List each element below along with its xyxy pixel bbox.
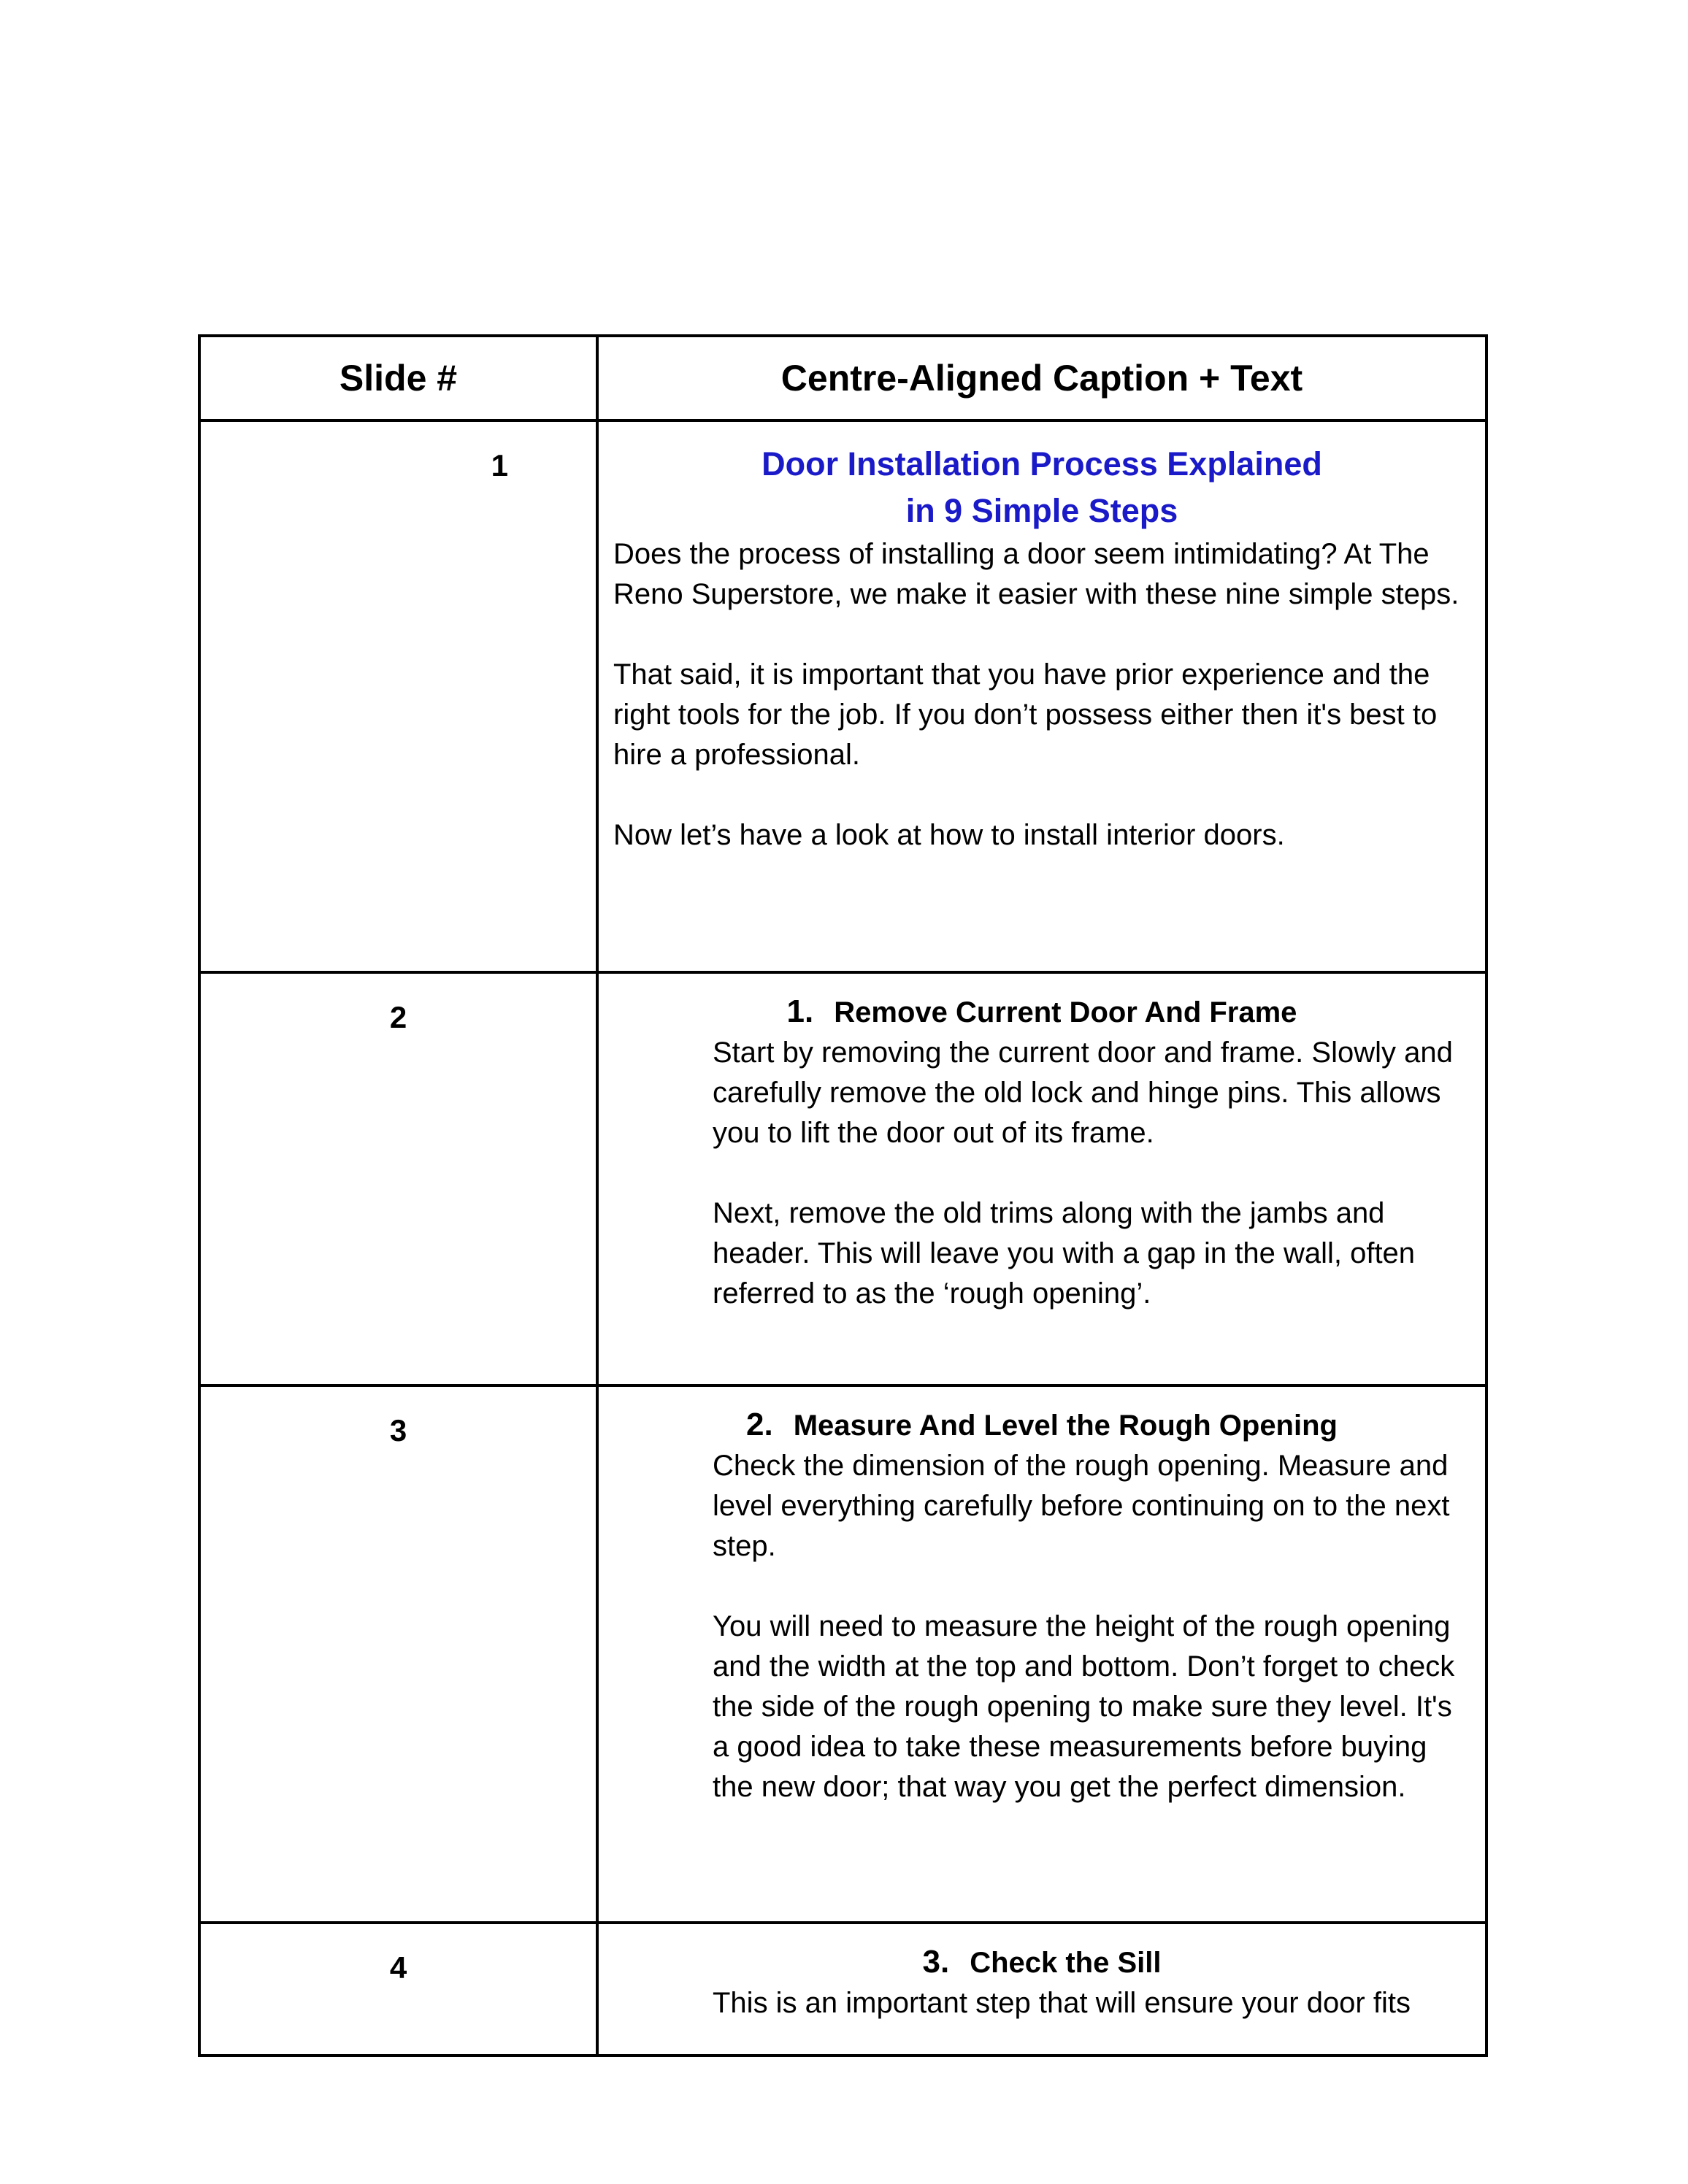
step-body — [599, 1033, 1485, 1314]
slide-number: 1 — [199, 420, 597, 972]
step-title: Check the Sill — [970, 1947, 1162, 1979]
paragraph: Does the process of installing a door seem intimidating? At The Reno Superstore, we make it easier with these nine simple steps. — [613, 538, 1459, 610]
caption-text-header: Centre-Aligned Caption + Text — [597, 336, 1486, 420]
table-header-row — [199, 336, 1486, 420]
table-row — [199, 972, 1486, 1385]
paragraph: This is an important step that will ensure your door fits — [713, 1987, 1411, 2019]
slide-content — [597, 1923, 1486, 2056]
slide-number: 2 — [199, 972, 597, 1385]
paragraph: Check the dimension of the rough opening. Measure and level everything carefully before continuing on to the next step. — [713, 1450, 1450, 1562]
step-number: 2. — [746, 1407, 773, 1442]
table-row — [199, 1923, 1486, 2056]
slides-table — [198, 334, 1488, 2057]
slide-content — [597, 420, 1486, 972]
step-title: Measure And Level the Rough Opening — [793, 1410, 1338, 1442]
step-heading — [599, 991, 1485, 1033]
step-number: 3. — [922, 1944, 950, 1980]
slide-content — [597, 972, 1486, 1385]
step-title: Remove Current Door And Frame — [834, 996, 1297, 1028]
slide-number: 3 — [199, 1385, 597, 1923]
slide-title — [599, 441, 1485, 534]
table-row — [199, 1385, 1486, 1923]
slide-title-line1: Door Installation Process Explained — [761, 445, 1322, 482]
slide-content — [597, 1385, 1486, 1923]
paragraph: Next, remove the old trims along with the jambs and header. This will leave you with a gap in the wall, often referred to as the ‘rough opening’. — [713, 1197, 1416, 1310]
step-body — [599, 1446, 1485, 1807]
table-row — [199, 420, 1486, 972]
step-heading — [599, 1404, 1485, 1446]
step-body — [599, 1983, 1485, 2023]
paragraph: Start by removing the current door and frame. Slowly and carefully remove the old lock and hinge pins. This allows you to lift the door out of its frame. — [713, 1037, 1453, 1149]
slide-number: 4 — [199, 1923, 597, 2056]
paragraph: You will need to measure the height of the rough opening and the width at the top and bottom. Don’t forget to check the side of the rough opening to make sure they level. It's a good idea to take these measurements before buying the new door; that way you get the perfect dimension. — [713, 1610, 1455, 1803]
paragraph: That said, it is important that you have prior experience and the right tools for the job. If you don’t possess either then it's best to hire a professional. — [613, 658, 1438, 771]
step-number: 1. — [786, 993, 814, 1029]
slide-body — [599, 534, 1485, 855]
slide-number-header: Slide # — [199, 336, 597, 420]
paragraph: Now let’s have a look at how to install interior doors. — [613, 819, 1285, 851]
slide-title-line2: in 9 Simple Steps — [905, 492, 1178, 529]
step-heading — [599, 1942, 1485, 1983]
